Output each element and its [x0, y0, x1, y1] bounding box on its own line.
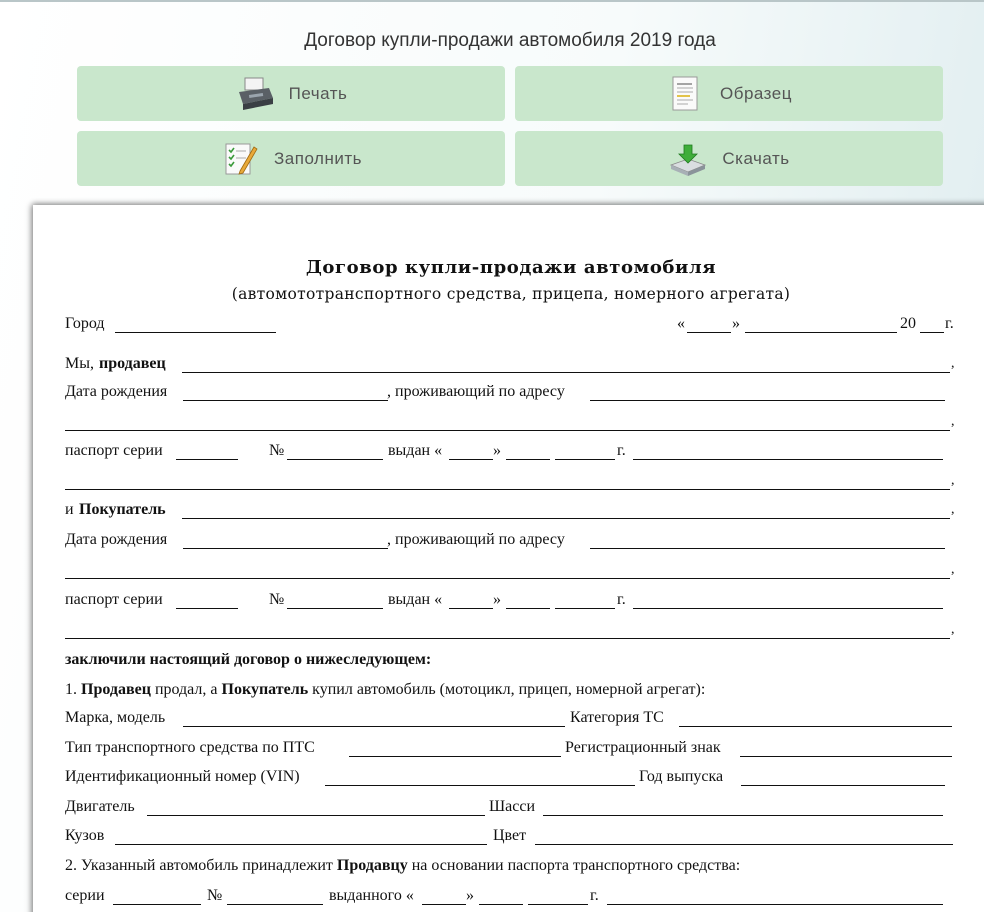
page-title: Договор купли-продажи автомобиля 2019 года	[304, 30, 716, 51]
body-field[interactable]	[115, 844, 487, 845]
passport-series-label: паспорт серии	[65, 591, 163, 608]
buyer-address-field[interactable]	[590, 548, 945, 549]
seller-label: продавец	[99, 355, 166, 372]
clause-2-text	[65, 855, 740, 877]
body-label: Кузов	[65, 827, 105, 844]
city-date-row	[65, 313, 965, 335]
residing-label: , проживающий по адресу	[387, 383, 565, 400]
download-button[interactable]	[515, 131, 943, 186]
year-abbr: г.	[590, 887, 599, 904]
seller-issued-month-field[interactable]	[506, 459, 550, 460]
city-field[interactable]	[115, 332, 276, 333]
buyer-name-field[interactable]	[182, 518, 950, 519]
number-sign: №	[269, 591, 285, 608]
passport-series-label: паспорт серии	[65, 442, 163, 459]
buyer-address-field-2[interactable]	[65, 578, 950, 579]
buyer-issued-year-field[interactable]	[555, 608, 615, 609]
issued-label: выдан «	[388, 442, 443, 459]
vehicle-type-label: Тип транспортного средства по ПТС	[65, 739, 315, 756]
birth-label: Дата рождения	[65, 531, 168, 548]
fill-button[interactable]	[77, 131, 505, 186]
top-divider	[0, 0, 984, 2]
seller-passport-number-field[interactable]	[287, 459, 383, 460]
reg-plate-label: Регистрационный знак	[565, 739, 721, 756]
agreed-row	[65, 649, 965, 671]
comma: ,	[951, 473, 955, 488]
seller-issued-day-field[interactable]	[449, 459, 493, 460]
issued-close: »	[493, 591, 501, 608]
issued-label: выдан «	[388, 591, 443, 608]
make-model-label: Марка, модель	[65, 709, 166, 726]
engine-field[interactable]	[147, 815, 485, 816]
clause-1-seller: Продавец	[81, 681, 151, 698]
category-field[interactable]	[679, 726, 952, 727]
issued-close: »	[466, 887, 474, 904]
comma: ,	[951, 414, 955, 429]
clause-1-rest: купил автомобиль (мотоцикл, прицеп, номерной агрегат):	[312, 681, 706, 698]
buyer-passport-row	[65, 589, 965, 611]
printer-icon	[235, 74, 275, 114]
seller-passport-series-field[interactable]	[176, 459, 238, 460]
year-abbr: г.	[617, 591, 626, 608]
clause-2-start: 2. Указанный автомобиль принадлежит	[65, 857, 333, 874]
issued-close: »	[493, 442, 501, 459]
seller-issued-by-field-2[interactable]	[65, 489, 950, 490]
buyer-passport-series-field[interactable]	[176, 608, 238, 609]
seller-birth-row	[65, 381, 965, 403]
contract-document	[33, 205, 984, 912]
pts-issued-month-field[interactable]	[479, 904, 523, 905]
color-label: Цвет	[493, 827, 527, 844]
buyer-issued-by-field[interactable]	[633, 608, 943, 609]
seller-issued-row	[65, 470, 965, 492]
month-field[interactable]	[745, 332, 897, 333]
residing-label: , проживающий по адресу	[387, 531, 565, 548]
color-field[interactable]	[535, 844, 953, 845]
date-close-quote: »	[732, 315, 740, 332]
issued2-label: выданного «	[329, 887, 414, 904]
buyer-row	[65, 499, 965, 521]
series-label: серии	[65, 887, 105, 904]
comma: ,	[951, 502, 955, 517]
download-label: Скачать	[722, 148, 790, 168]
clause-2-seller: Продавцу	[336, 857, 408, 874]
print-label: Печать	[288, 83, 348, 103]
print-button[interactable]	[77, 66, 505, 121]
seller-row	[65, 353, 965, 375]
seller-issued-year-field[interactable]	[555, 459, 615, 460]
buyer-issued-day-field[interactable]	[449, 608, 493, 609]
buyer-address-row	[65, 559, 965, 581]
make-row	[65, 707, 965, 729]
seller-birth-field[interactable]	[183, 400, 388, 401]
seller-address-field-2[interactable]	[65, 430, 950, 431]
year-suffix: г.	[945, 315, 954, 332]
clause-1-buyer: Покупатель	[221, 681, 309, 698]
document-subtitle: (автомототранспортного средства, прицепа, номерного агрегата)	[231, 285, 791, 303]
city-label: Город	[65, 315, 105, 332]
seller-address-field[interactable]	[590, 400, 945, 401]
manufacture-year-field[interactable]	[741, 785, 945, 786]
buyer-issued-row	[65, 619, 965, 641]
year-abbr: г.	[617, 442, 626, 459]
seller-address-row	[65, 411, 965, 433]
year-label: Год выпуска	[639, 768, 724, 785]
buyer-issued-by-field-2[interactable]	[65, 638, 950, 639]
pts-issued-year-field[interactable]	[528, 904, 588, 905]
checklist-pencil-icon	[220, 139, 260, 179]
document-icon	[666, 74, 706, 114]
engine-row	[65, 796, 965, 818]
chassis-label: Шасси	[489, 798, 536, 815]
comma: ,	[951, 356, 955, 371]
number-sign: №	[269, 442, 285, 459]
category-label: Категория ТС	[570, 709, 664, 726]
engine-label: Двигатель	[65, 798, 135, 815]
we-label: Мы,	[65, 355, 94, 372]
clause-1-row	[65, 679, 965, 701]
make-model-field[interactable]	[183, 726, 565, 727]
seller-passport-row	[65, 440, 965, 462]
birth-label: Дата рождения	[65, 383, 168, 400]
vin-label: Идентификационный номер (VIN)	[65, 768, 300, 785]
document-title: Договор купли-продажи автомобиля	[305, 257, 717, 278]
sample-label: Образец	[720, 83, 792, 103]
vehicle-type-row	[65, 737, 965, 759]
agreed-label: заключили настоящий договор о нижеследующем:	[65, 651, 432, 668]
day-field[interactable]	[687, 332, 731, 333]
clause-1-mid: продал, а	[154, 681, 218, 698]
clause-1-intro	[65, 679, 705, 701]
year-field[interactable]	[920, 332, 944, 333]
pts-series-row	[65, 885, 965, 907]
buyer-label: Покупатель	[79, 501, 166, 518]
vin-row	[65, 766, 965, 788]
body-row	[65, 825, 965, 847]
buyer-birth-row	[65, 529, 965, 551]
clause-1-number: 1.	[65, 681, 77, 698]
year-prefix: 20	[900, 315, 916, 332]
date-open-quote: «	[677, 315, 685, 332]
comma: ,	[951, 622, 955, 637]
seller-name-field[interactable]	[182, 372, 950, 373]
seller-issued-by-field[interactable]	[633, 459, 943, 460]
clause-2-row	[65, 855, 965, 877]
reg-plate-field[interactable]	[740, 756, 952, 757]
fill-label: Заполнить	[274, 148, 362, 168]
pts-issued-day-field[interactable]	[422, 904, 466, 905]
number-sign: №	[207, 887, 223, 904]
vehicle-type-field[interactable]	[349, 756, 561, 757]
pts-number-field[interactable]	[227, 904, 323, 905]
buyer-passport-number-field[interactable]	[287, 608, 383, 609]
buyer-issued-month-field[interactable]	[506, 608, 550, 609]
chassis-field[interactable]	[543, 815, 943, 816]
and-label: и	[65, 501, 74, 518]
buyer-birth-field[interactable]	[183, 548, 388, 549]
vin-field[interactable]	[325, 785, 635, 786]
pts-series-field[interactable]	[113, 904, 201, 905]
pts-issued-by-field[interactable]	[607, 904, 943, 905]
comma: ,	[951, 562, 955, 577]
download-icon	[668, 139, 708, 179]
clause-2-rest: на основании паспорта транспортного средства:	[411, 857, 741, 874]
sample-button[interactable]	[515, 66, 943, 121]
